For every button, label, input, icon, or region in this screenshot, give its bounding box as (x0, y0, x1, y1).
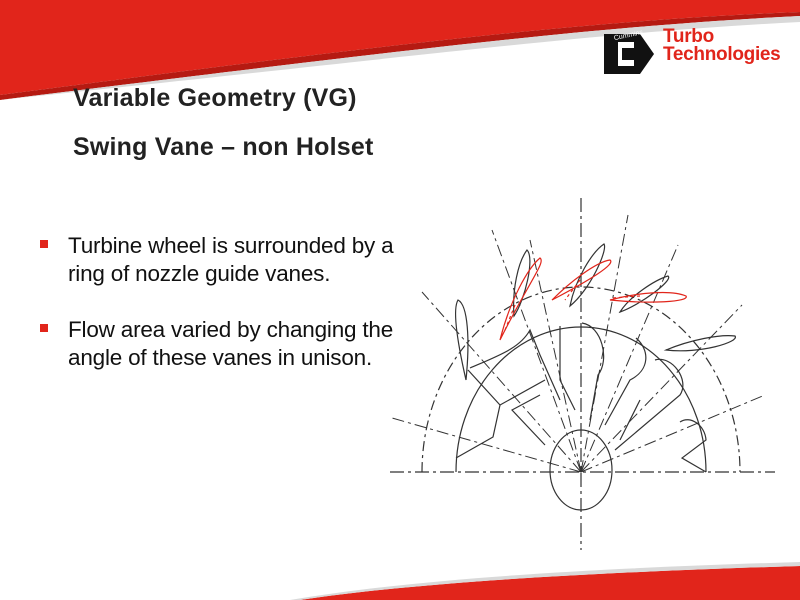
brand-line-2: Technologies (663, 44, 781, 65)
cummins-mark-icon (600, 28, 658, 80)
blade (620, 400, 640, 440)
bullet-list (38, 232, 418, 400)
bullet-text: Turbine wheel is surrounded by a ring of nozzle guide vanes. (68, 233, 394, 286)
footer-band (0, 560, 800, 600)
svg-text:Cummins: Cummins (613, 29, 644, 43)
bullet-item (38, 316, 418, 372)
blade (582, 323, 604, 420)
brand-name (663, 28, 780, 64)
blade (680, 420, 706, 472)
radial-lines (392, 215, 765, 472)
vane (570, 244, 605, 306)
blade (456, 370, 500, 458)
swing-vane-diagram (385, 195, 785, 555)
bullet-item (38, 232, 418, 288)
bullet-square-icon (40, 324, 48, 332)
blade (605, 338, 646, 425)
bullet-text: Flow area varied by changing the angle of these vanes in unison. (68, 317, 394, 370)
brand-line-1: Turbo (663, 26, 714, 47)
blade (512, 395, 545, 445)
blade (470, 330, 560, 400)
blade (560, 326, 575, 410)
slide-title: Variable Geometry (VG) (73, 84, 357, 112)
vane (456, 300, 468, 380)
blade (500, 380, 545, 405)
bullet-square-icon (40, 240, 48, 248)
slide-subtitle: Swing Vane – non Holset (73, 133, 374, 161)
